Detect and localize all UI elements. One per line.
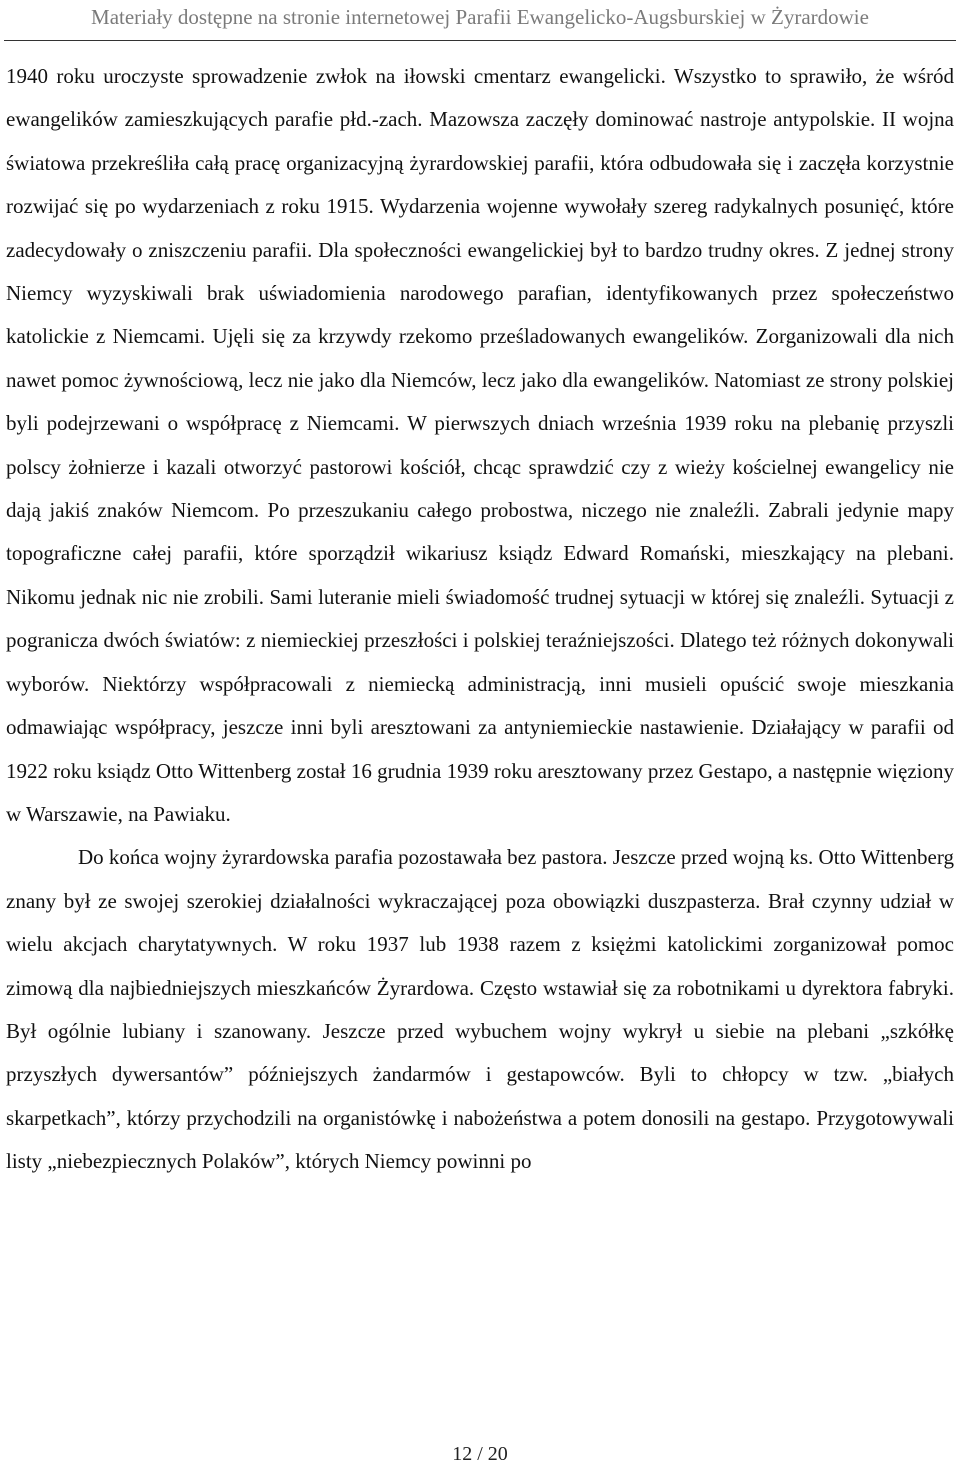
document-body bbox=[6, 55, 954, 1184]
header-divider bbox=[4, 40, 956, 41]
body-paragraph-1: 1940 roku uroczyste sprowadzenie zwłok na iłowski cmentarz ewangelicki. Wszystko to sprawiło, że wśród ewangelików zamieszkujących parafie płd.-zach. Mazowsza zaczęły dominować nastroje antypolskie. II wojna światowa przekreśliła całą pracę organizacyjną żyrardowskiej parafii, która odbudowała się i zaczęła korzystnie rozwijać się po wydarzeniach z roku 1915. Wydarzenia wojenne wywołały szereg radykalnych posunięć, które zadecydowały o zniszczeniu parafii. Dla społeczności ewangelickiej był to bardzo trudny okres. Z jednej strony Niemcy wyzyskiwali brak uświadomienia narodowego parafian, identyfikowanych przez społeczeństwo katolickie z Niemcami. Ujęli się za krzywdy rzekomo prześladowanych ewangelików. Zorganizowali dla nich nawet pomoc żywnościową, lecz nie jako dla Niemców, lecz jako dla ewangelików. Natomiast ze strony polskiej byli podejrzewani o współpracę z Niemcami. W pierwszych dniach września 1939 roku na plebanię przyszli polscy żołnierze i kazali otworzyć pastorowi kościół, chcąc sprawdzić czy z wieży kościelnej ewangelicy nie dają jakiś znaków Niemcom. Po przeszukaniu całego probostwa, niczego nie znaleźli. Zabrali jedynie mapy topograficzne całej parafii, które sporządził wikariusz ksiądz Edward Romański, mieszkający na plebani. Nikomu jednak nic nie zrobili. Sami luteranie mieli świadomość trudnej sytuacji w której się znaleźli. Sytuacji z pogranicza dwóch światów: z niemieckiej przeszłości i polskiej teraźniejszości. Dlatego też różnych dokonywali wyborów. Niektórzy współpracowali z niemiecką administracją, inni musieli opuścić swoje mieszkania odmawiając współpracy, jeszcze inni byli aresztowani za antyniemieckie nastawienie. Działający w parafii od 1922 roku ksiądz Otto Wittenberg został 16 grudnia 1939 roku aresztowany przez Gestapo, a następnie więziony w Warszawie, na Pawiaku. bbox=[6, 64, 954, 826]
body-paragraph-2: Do końca wojny żyrardowska parafia pozostawała bez pastora. Jeszcze przed wojną ks. Otto Wittenberg znany był ze swojej szerokiej działalności wykraczającej poza obowiązki duszpasterza. Brał czynny udział w wielu akcjach charytatywnych. W roku 1937 lub 1938 razem z księżmi katolickimi zorganizował pomoc zimową dla najbiedniejszych mieszkańców Żyrardowa. Często wstawiał się za robotnikami u dyrektora fabryki. Był ogólnie lubiany i szanowany. Jeszcze przed wybuchem wojny wykrył u siebie na plebani „szkółkę przyszłych dywersantów” późniejszych żandarmów i gestapowców. Byli to chłopcy w tzw. „białych skarpetkach”, którzy przychodzili na organistówkę i nabożeństwa a potem donosili na gestapo. Przygotowywali listy „niebezpiecznych Polaków”, których Niemcy powinni po bbox=[6, 845, 954, 1174]
page-number: 12 / 20 bbox=[452, 1443, 508, 1465]
page-header: Materiały dostępne na stronie internetowej Parafii Ewangelicko-Augsburskiej w Żyrardowie bbox=[91, 5, 869, 29]
